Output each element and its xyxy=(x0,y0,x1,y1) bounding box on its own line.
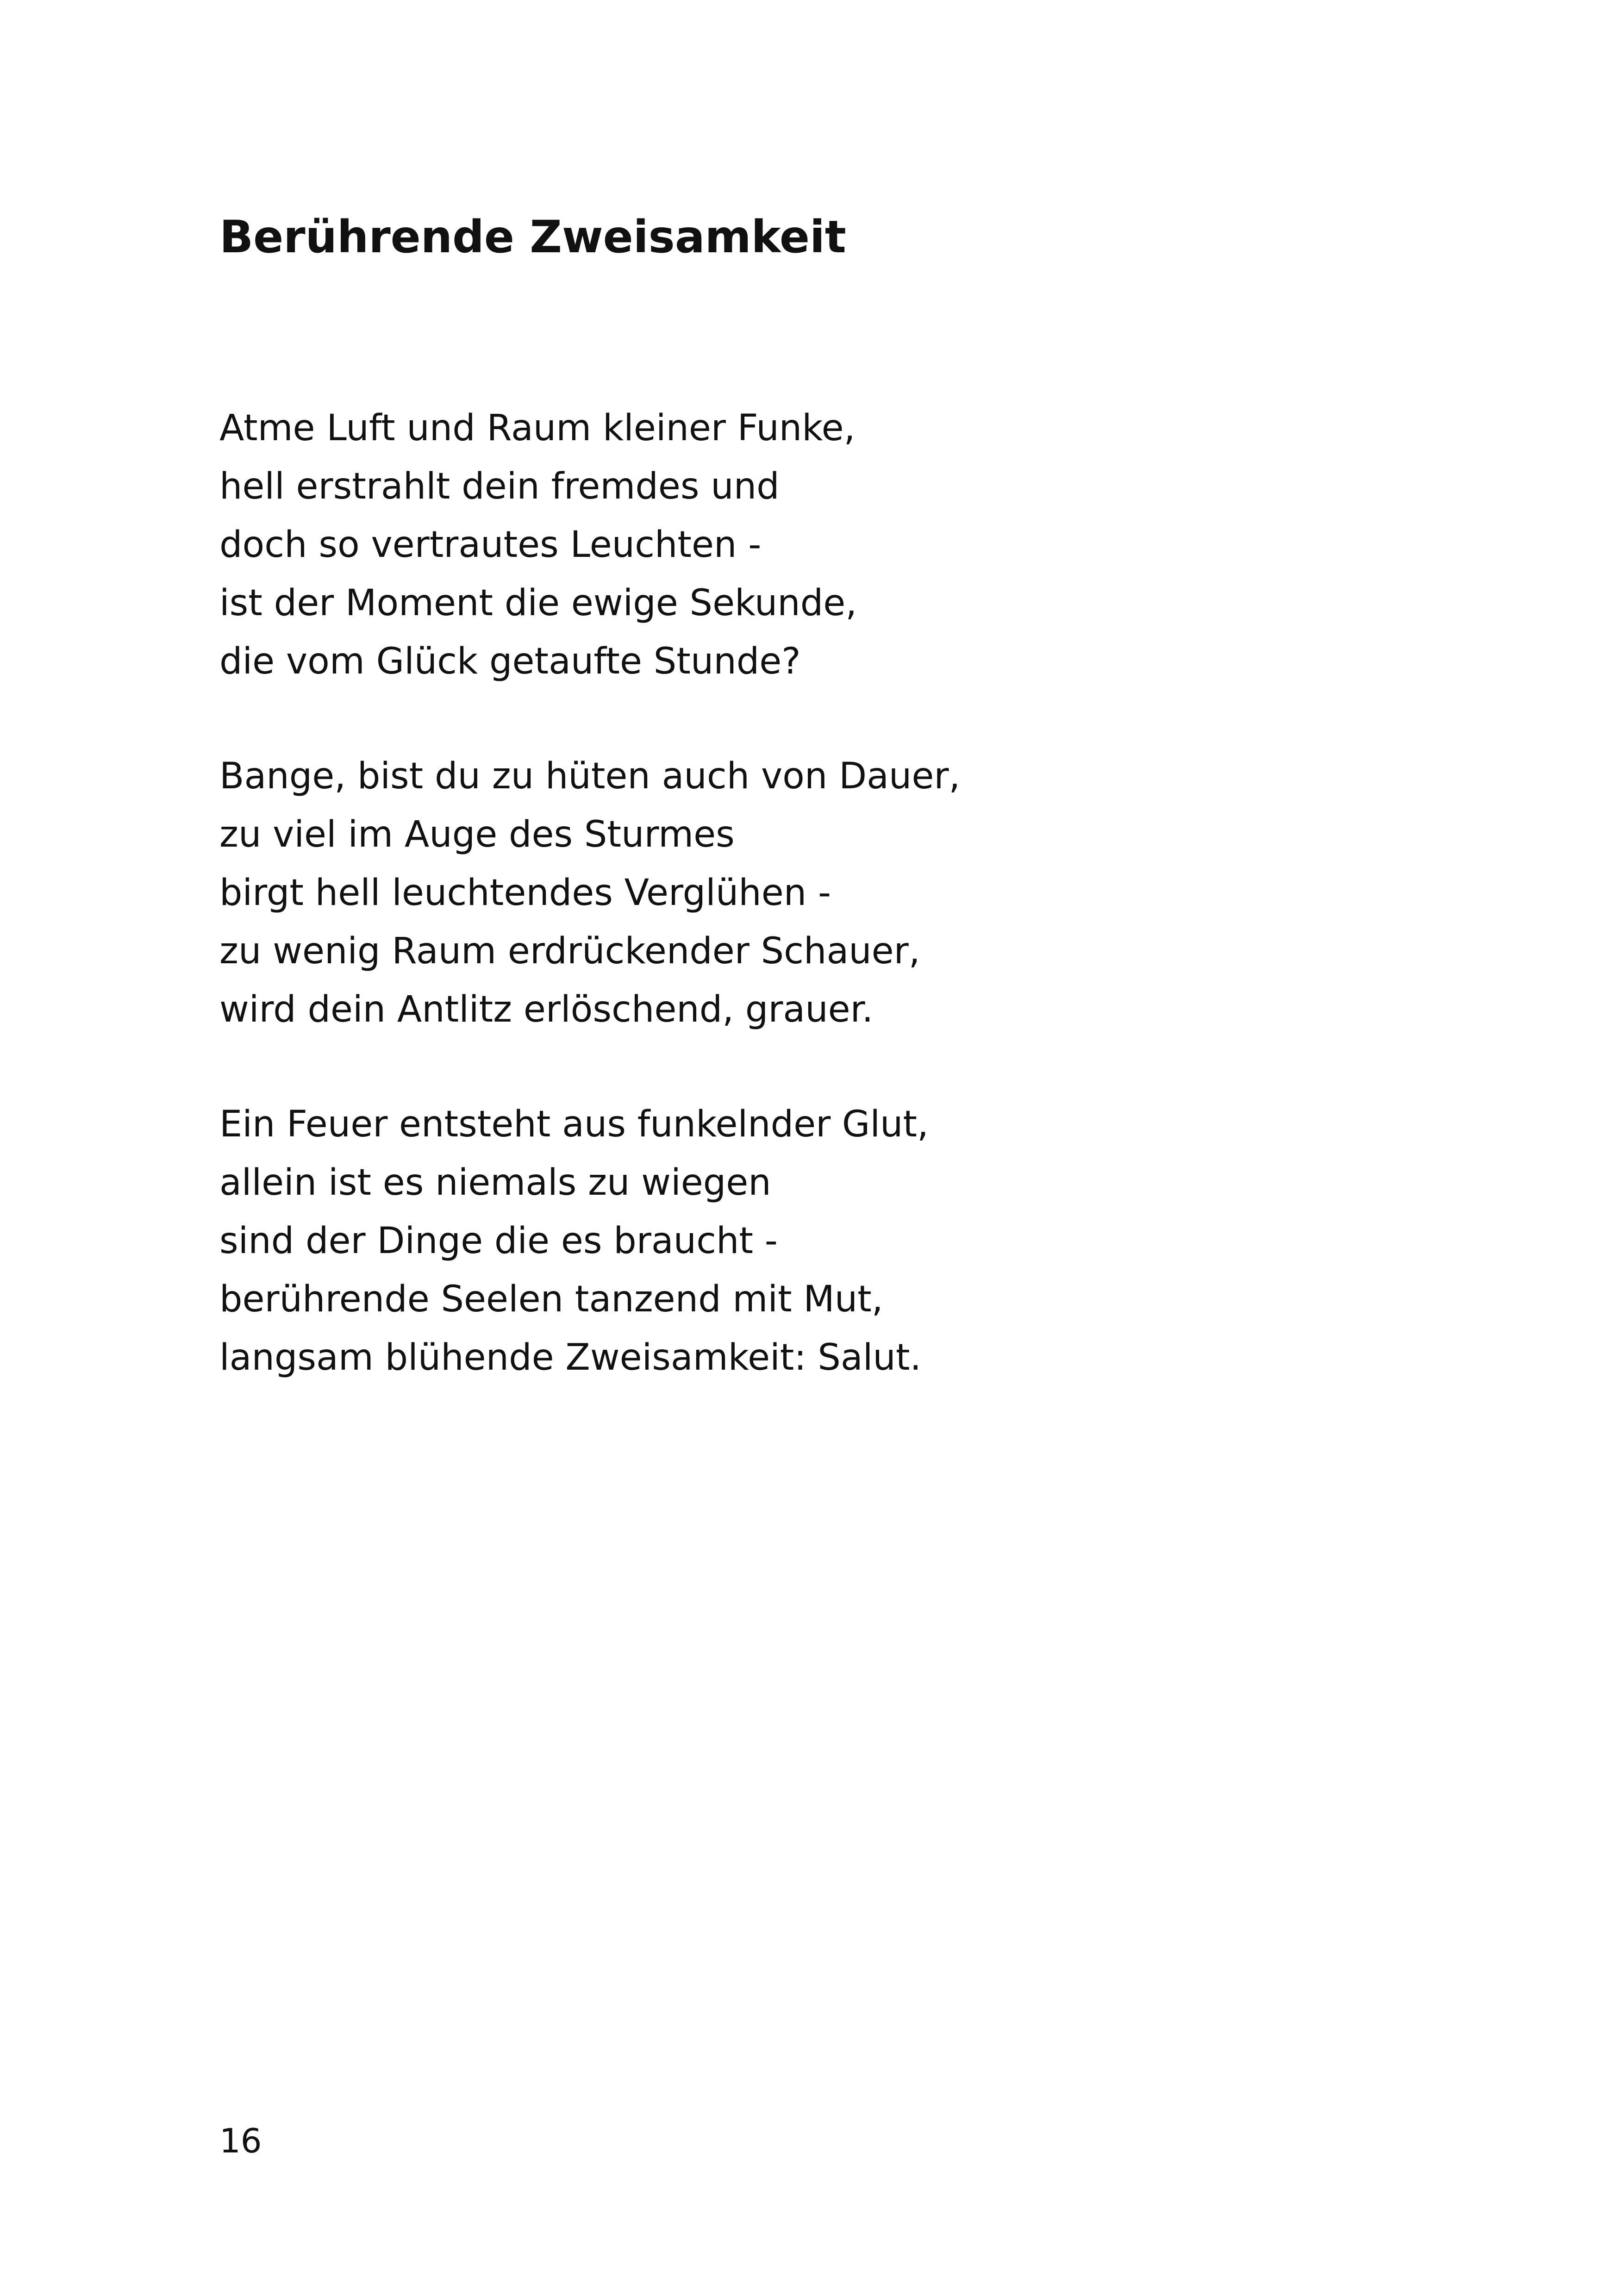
verse-line: berührende Seelen tanzend mit Mut, xyxy=(219,1278,883,1320)
verse-line: doch so vertrautes Leuchten - xyxy=(219,524,762,566)
verse-line: ist der Moment die ewige Sekunde, xyxy=(219,582,857,624)
verse-line: Atme Luft und Raum kleiner Funke, xyxy=(219,407,856,449)
verse-line: birgt hell leuchtendes Verglühen - xyxy=(219,872,831,914)
stanza-2 xyxy=(219,747,960,1039)
verse-line: allein ist es niemals zu wiegen xyxy=(219,1162,771,1204)
verse-line: Bange, bist du zu hüten auch von Dauer, xyxy=(219,755,961,797)
verse-line: Ein Feuer entsteht aus funkelnder Glut, xyxy=(219,1104,929,1145)
verse-line: zu viel im Auge des Sturmes xyxy=(219,814,735,855)
stanza-3 xyxy=(219,1095,929,1387)
verse-line: sind der Dinge die es braucht - xyxy=(219,1220,778,1262)
verse-line: hell erstrahlt dein fremdes und xyxy=(219,466,780,507)
stanza-1 xyxy=(219,399,857,691)
poem-title: Berührende Zweisamkeit xyxy=(219,211,846,263)
page-number: 16 xyxy=(219,2121,262,2160)
verse-line: die vom Glück getaufte Stunde? xyxy=(219,641,801,682)
verse-line: zu wenig Raum erdrückender Schauer, xyxy=(219,930,920,972)
verse-line: langsam blühende Zweisamkeit: Salut. xyxy=(219,1337,922,1378)
verse-line: wird dein Antlitz erlöschend, grauer. xyxy=(219,989,874,1030)
